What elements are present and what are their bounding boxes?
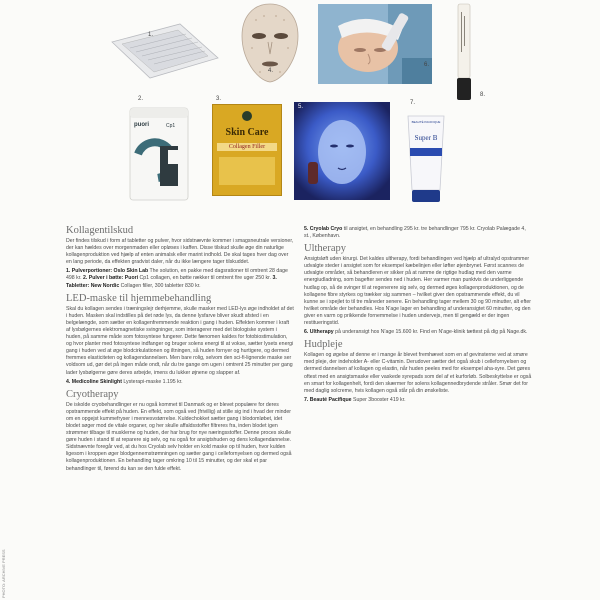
skincare-product-label: Collagen Filler [217, 143, 277, 151]
caption-1: 1. [148, 32, 154, 38]
hudpleje-products [304, 397, 534, 404]
heading-led-maske: LED-maske til hjemmebehandling [66, 292, 212, 304]
hudpleje-body: Kollagen og øgelse af denne er i mange år blevet fremhævet som en af gevinsterne ved at smøre med pleje, der indeholder A- eller C-vitamin. Derudover sætter det også skub i cellefornyelsen og dermed dannelsen af kollagen og elastin, når huden peeles med for eksempel aha-syre. Det gøres oftest med en ansigtsmaske eller vaskede syrepads som del af et kurforløb. Solbeskyttelse er også en smart for kollagenhelt, fordi den skærmer for solens kollagennedbrydende stråler. Smør det for med daglig solcreme, hvis kollagen også står på din ønskeliste. [304, 352, 532, 394]
article-left-column [66, 222, 294, 475]
product-2-name: 2. Pulver i bøtte: Puori [83, 275, 139, 282]
caption-5: 5. [298, 104, 304, 110]
product-1-name: 1. Pulverportioner: Oslo Skin Lab [66, 268, 149, 275]
product-4-name: 4. Medicoline Skinlight [66, 378, 122, 385]
kollagentilskud-products [66, 268, 294, 289]
puori-brand-label: puori [134, 122, 149, 128]
heading-kollagentilskud: Kollagentilskud [66, 225, 134, 236]
photo-credit-sidebar [1, 540, 7, 600]
heading-ultherapy: Ultherapy [304, 243, 346, 255]
led-maske-products [66, 379, 294, 386]
caption-4: 4. [268, 68, 274, 74]
product-image-1-sachet-box [110, 20, 220, 80]
product-image-8-tube [452, 2, 476, 102]
product-7-desc: Super 3booster 419 kr. [351, 396, 406, 403]
product-image-7-sunscreen-tube [404, 110, 448, 204]
product-image-5-cryo-led-photo [294, 102, 390, 200]
led-maske-body: Skal du kollagen sendes i træningslejr derhjemme, skulle masker med LED-lys øge indholdet af det i huden. Masken skal indstilles på det røde lys, da denne lysfarve bliver skudt afsted i en belgelængde, som sætter en kollagenfremmende reaktion i gang i huden. Effekten kommer i kraft af lysbølgernes elektromagnetiske svingninger, som interagerer med det biologiske system i huden, på samme måde som fotosyntese fungerer. Dette fænomen kaldes for fotobiostimulation, og hvor planter med fotosyntese indfanger og bruger solens energi til at vokse, sætter lysets energi gang i huden ved at øge blodcirkulationen og iltningen, så huden fornyer og hurtigere, og dermed fremmes elasticiteten og kollagendannelsen. Men bare rolig, selvom den sci-fi-lignende maske ser voldsom ud, gør det på ingen måde ondt, når du tre gange om ugen i omtrent 25 minutter per gang lader lysbølgerne gøre deres arbejde, imens du lukker øjnene og slapper af. [66, 305, 294, 376]
product-5-name: 5. Cryolab Cryo [304, 226, 343, 232]
product-3-name: 3. Tabletter: New Nordic [66, 275, 277, 289]
product-3-desc: Collagen filler, 300 tabletter 830 kr. [119, 282, 201, 289]
skincare-text-block [219, 157, 275, 185]
product-image-3-collagen-filler-box [212, 104, 282, 196]
product-6-desc: på underansigt hos N'age 15.600 kr. Find en N'age-klinik tættest på dig på Nage.dk. [333, 329, 528, 336]
product-7-name: 7. Beauté Pacifique [304, 396, 352, 403]
caption-3: 3. [216, 96, 222, 102]
ultherapy-products [304, 329, 534, 336]
photo-credit-text: PHOTO: ARCHIVE PRESS [1, 549, 6, 598]
kollagentilskud-body: Der findes tilskud i form af tabletter og pulver, hvor sidstnævnte kommer i smagsneutrale versioner, der kan hældes over morgenmaden eller opløses i kaffen. Disse tilskud skulle øge din naturlige kollagenproduktion ved hjælp af enten animalsk eller marint indhold. De skal tages hver dag over en lang periode, da effekten gradvist daler, når du ikke længere tager tilskuddet. [66, 238, 294, 266]
skincare-brand-label: Skin Care [225, 127, 269, 138]
product-image-6-ultherapy-photo [318, 4, 432, 84]
cryotherapy-body: De iskolde cryobehandlinger er nu også kommet til Danmark og er blevet populære for deres opstrammende effekt på huden. En effekt, som også ved (frivillig) at stille sig ind i hvad der minder om en opgejst kummefryser i mennesvstørrelse. Kuldechokket sætter gang i blodomløbet, idet blodet søger mod de vitale organer, og her skulle affaldsstoffer filtreres fra, inden blodet igen strømmer tilbage til musklerne og huden, der har brug for nye næringsstoffer. Denne proces skulle gøre huden i stand til at reparere sig selv, og nu også for ansigtshuden og dens kollagendannelse. Sidstnævnte foregår ved, at du hos Cryolab selv holder en kold maske op til huden, hvor kulden ligesom i kroppen øger blodgennemstrømningen og sætter gang i cellefornyelsen og dermed også kollagenproduktionen. En behandling tager omkring 10 til 15 minutter, og der skal et par behandlinger til, førend du kan se den fulde effekt. [66, 401, 292, 472]
product-2-desc: Cp1 collagen, en bøtte rækker til omtrent fire uger 250 kr. [138, 275, 273, 282]
product-1-desc: The solution, en pakke med dagsrationer til omtrent 28 dage 498 kr. [66, 268, 288, 282]
sunscreen-brand-label: BEAUTÉ PACIFIQUE [411, 120, 441, 124]
sunscreen-product-label: Super B [414, 134, 438, 142]
caption-6: 6. [424, 62, 430, 68]
article-right-column [304, 226, 534, 406]
skincare-logo-icon [242, 111, 252, 121]
heading-hudpleje: Hudpleje [304, 339, 343, 351]
product-image-2-puori-tub [128, 106, 190, 202]
puori-product-label: Cp1 [166, 123, 176, 129]
caption-8: 8. [480, 92, 486, 98]
cryotherapy-products [304, 226, 534, 240]
heading-cryotherapy: Cryotherapy [66, 388, 119, 400]
caption-7: 7. [410, 100, 416, 106]
product-5-desc: til ansigtet, en behandling 295 kr. tre behandlinger 795 kr. Cryolab Palægade 4, st., København. [304, 226, 526, 240]
product-4-desc: Lysterapi-maske 1.195 kr. [121, 378, 183, 385]
caption-2: 2. [138, 96, 144, 102]
product-6-name: 6. Ultherapy [304, 329, 334, 336]
ultherapy-body: Ansigtsløft uden kirurgi. Det kaldes ultherapy, fordi behandlingen ved hjælp af ultralyd opstrammer udvalgte steder i ansigtet som for eksempel kæbelinjen eller løfter øjenbrynet. Først scannes de udvalgte områder, så behandleren er sikker på at ramme de rigtige hudlag med den varme energiudladning, som bagefter sendes ned i huden. Her varmer man punktvis de underliggende hudlag op, så de svinger til at regenerere sig selv, og dermed øges kollagenproduktionen, og de kollagene fibre styrkes og trækker sig sammen – hvilket giver den opstrammende effekt, du vil kunne se i spejlet to til tre måneder senere. En behandling tager mellem 30 og 90 minutter, alt efter hvilket område der behandles. Hos N'age lager en behandling af underansigtet 60 minutter, og den giver en varm og prikkende fornemmelse i huden undervejs, men til gengæld er der ingen restitueringstid. [304, 256, 531, 327]
